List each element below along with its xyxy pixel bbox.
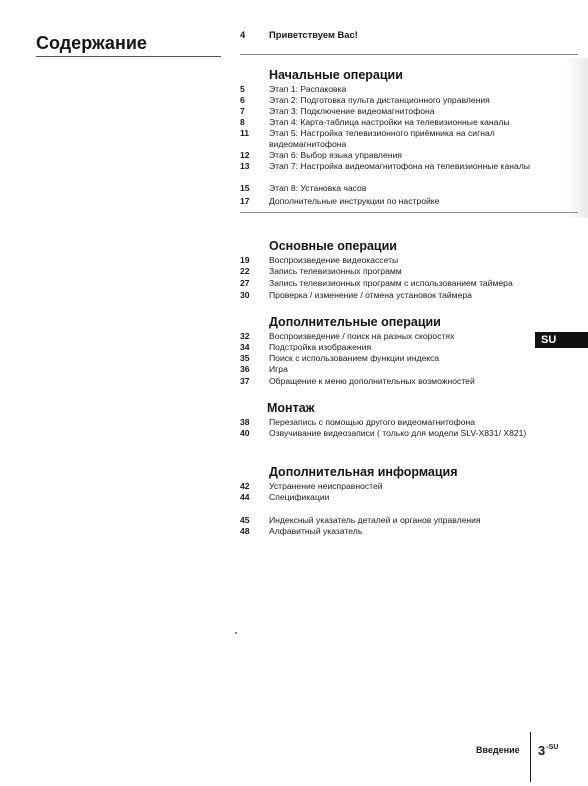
section-divider (240, 212, 578, 213)
toc-entry-text: Этап 5: Настройка телевизионного приёмника на сигнал видеомагнитофона (269, 128, 495, 149)
toc-entry-text: Воспроизведение видеокассеты (269, 255, 399, 265)
toc-page-number: 27 (240, 278, 250, 288)
section-heading: Начальные операции (269, 68, 403, 82)
language-tab-badge: SU (535, 332, 588, 348)
toc-page-number: 8 (240, 117, 245, 127)
toc-page-number: 45 (240, 515, 250, 525)
toc-entry-text: Запись телевизионных программ (269, 266, 402, 276)
scan-speck (235, 632, 237, 634)
page-title: Содержание (36, 33, 147, 53)
toc-entry-text: Поиск с использованием функции индекса (269, 353, 440, 363)
section-divider (240, 54, 578, 55)
toc-entry-text: Озвучивание видеозаписи ( только для модели SLV-X831/ X821) (269, 428, 527, 438)
section-heading: Дополнительная информация (269, 465, 458, 479)
section-heading: Основные операции (269, 239, 397, 253)
footer-divider (530, 732, 531, 782)
toc-page-number: 40 (240, 428, 250, 438)
footer-page-number (538, 743, 558, 758)
toc-entry-text: Воспроизведение / поиск на разных скоростях (269, 331, 455, 341)
toc-page-number: 38 (240, 417, 250, 427)
footer-page-suffix: -SU (546, 744, 559, 751)
toc-entry-text: Проверка / изменение / отмена установок таймера (269, 290, 472, 300)
title-underline (36, 56, 221, 57)
toc-entry-text: Этап 7: Настройка видеомагнитофона на телевизионные каналы (269, 161, 530, 171)
toc-page-number: 17 (240, 196, 250, 206)
footer-page-digit: 3 (538, 743, 546, 758)
toc-entry-text: Запись телевизионных программ с использованием таймера (269, 278, 513, 288)
toc-entry-text: Устранение неисправностей (269, 481, 383, 491)
toc-page-number: 13 (240, 161, 250, 171)
toc-page-number: 6 (240, 95, 245, 105)
toc-entry-text: Приветствуем Вас! (269, 29, 358, 40)
toc-entry-text: Игра (269, 364, 288, 374)
toc-page-number: 19 (240, 255, 250, 265)
toc-page-number: 32 (240, 331, 250, 341)
toc-page-number: 4 (240, 29, 246, 40)
toc-entry-text: Этап 2: Подготовка пульта дистанционного управления (269, 95, 490, 105)
toc-entry-text: Этап 3: Подключение видеомагнитофона (269, 106, 435, 116)
scan-edge-shading (566, 58, 588, 218)
toc-page-number: 7 (240, 106, 245, 116)
toc-page-number: 5 (240, 84, 245, 94)
toc-page-number: 44 (240, 492, 250, 502)
toc-page-number: 30 (240, 290, 250, 300)
footer-section-label: Введение (476, 745, 520, 755)
toc-entry-text: Обращение к меню дополнительных возможностей (269, 376, 475, 386)
toc-page-number: 36 (240, 364, 250, 374)
section-heading: Дополнительные операции (269, 315, 441, 329)
toc-page-number: 48 (240, 526, 250, 536)
toc-entry-text: Перезапись с помощью другого видеомагнитофона (269, 417, 475, 427)
toc-page-number: 35 (240, 353, 250, 363)
toc-page-number: 22 (240, 266, 250, 276)
toc-page-number: 11 (240, 128, 250, 138)
toc-entry-text: Этап 1: Распаковка (269, 84, 347, 94)
toc-entry-text: Этап 6: Выбор языка управления (269, 150, 402, 160)
toc-entry-text: Дополнительные инструкции по настройке (269, 196, 440, 206)
toc-entry-text: Спецификации (269, 492, 330, 502)
toc-page-number: 37 (240, 376, 250, 386)
toc-page-number: 12 (240, 150, 250, 160)
toc-entry-text: Подстройка изображения (269, 342, 372, 352)
section-heading: Монтаж (267, 401, 315, 415)
toc-page-number: 15 (240, 183, 250, 193)
toc-page-number: 34 (240, 342, 250, 352)
toc-entry-text: Индексный указатель деталей и органов управления (269, 515, 481, 525)
toc-entry-text: Алфавитный указатель (269, 526, 363, 536)
toc-page-number: 42 (240, 481, 250, 491)
toc-entry-text: Этап 4: Карта-таблица настройки на телевизионные каналы (269, 117, 510, 127)
toc-entry-text: Этап 8: Установка часов (269, 183, 367, 193)
